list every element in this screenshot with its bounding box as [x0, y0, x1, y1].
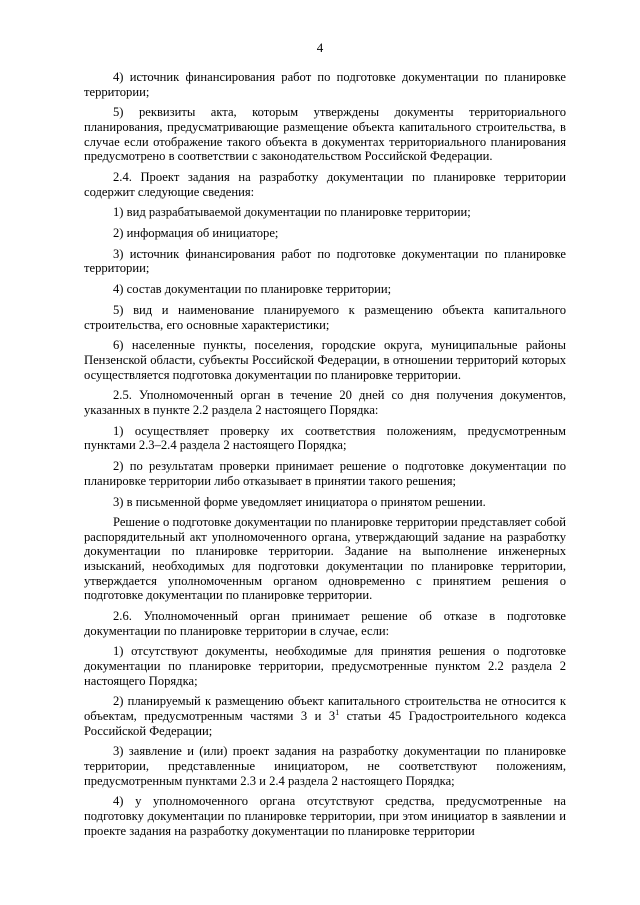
- paragraph: 2) по результатам проверки принимает решение о подготовке документации по планировке территории либо отказывает в принятии такого решения;: [84, 459, 566, 488]
- paragraph: 4) у уполномоченного органа отсутствуют средства, предусмотренные на подготовку документации по планировке территории, при этом инициатор в заявлении и проекте задания на разработку документации по планировке территории: [84, 794, 566, 838]
- paragraph: 2) информация об инициаторе;: [113, 226, 279, 241]
- paragraph: 2.4. Проект задания на разработку документации по планировке территории содержит следующие сведения:: [84, 169, 566, 199]
- paragraph: 3) источник финансирования работ по подготовке документации по планировке территории;: [84, 246, 566, 276]
- paragraph: 4) состав документации по планировке территории;: [113, 282, 392, 297]
- page-number: 4: [316, 40, 324, 55]
- paragraph-text-part: 2) планируемый к размещению объект капитального строительства не относится к объектам, предусмотренным частями 3 и 3: [84, 694, 566, 723]
- paragraph: 1) вид разрабатываемой документации по планировке территории;: [113, 205, 471, 220]
- paragraph: 2.5. Уполномоченный орган в течение 20 дней со дня получения документов, указанных в пункте 2.2 раздела 2 настоящего Порядка:: [84, 388, 566, 417]
- paragraph: 5) реквизиты акта, которым утверждены документы территориального планирования, предусматривающие размещение объекта капитального строительства, в случае если отображение такого объекта в документах территориального планирования предусмотрено в соответствии с законодательством Российской Федерации.: [84, 105, 566, 164]
- paragraph: 3) заявление и (или) проект задания на разработку документации по планировке территории, представленные инициатором, не соответствуют положениям, предусмотренным пунктами 2.3 и 2.4 раздела 2 настоящего Порядка;: [84, 744, 566, 788]
- paragraph: 1) отсутствуют документы, необходимые для принятия решения о подготовке документации по планировке территории, предусмотренные пунктом 2.2 раздела 2 настоящего Порядка;: [84, 644, 566, 688]
- superscript: 1: [335, 707, 340, 717]
- paragraph: 3) в письменной форме уведомляет инициатора о принятом решении.: [113, 494, 486, 509]
- paragraph-with-superscript: [84, 694, 566, 738]
- paragraph: 5) вид и наименование планируемого к размещению объекта капитального строительства, его основные характеристики;: [84, 303, 566, 332]
- document-body: [84, 70, 566, 838]
- paragraph: Решение о подготовке документации по планировке территории представляет собой распорядительный акт уполномоченного органа, утверждающий задание на разработку документации по планировке территории. Задание на выполнение инженерных изысканий, необходимых для подготовки документации по планировке территории, утверждается уполномоченным органом одновременно с принятием решения о подготовке документации по планировке территории.: [84, 515, 566, 603]
- paragraph: 4) источник финансирования работ по подготовке документации по планировке территории;: [84, 70, 566, 99]
- paragraph-text-part: статьи 45 Градостроительного кодекса Российской Федерации;: [84, 708, 567, 738]
- paragraph: 1) осуществляет проверку их соответствия положениям, предусмотренным пунктами 2.3–2.4 раздела 2 настоящего Порядка;: [84, 423, 566, 453]
- paragraph: 6) населенные пункты, поселения, городские округа, муниципальные районы Пензенской области, субъекты Российской Федерации, в отношении территорий которых осуществляется подготовка документации по планировке территории.: [84, 338, 566, 382]
- paragraph: 2.6. Уполномоченный орган принимает решение об отказе в подготовке документации по планировке территории в случае, если:: [84, 609, 566, 638]
